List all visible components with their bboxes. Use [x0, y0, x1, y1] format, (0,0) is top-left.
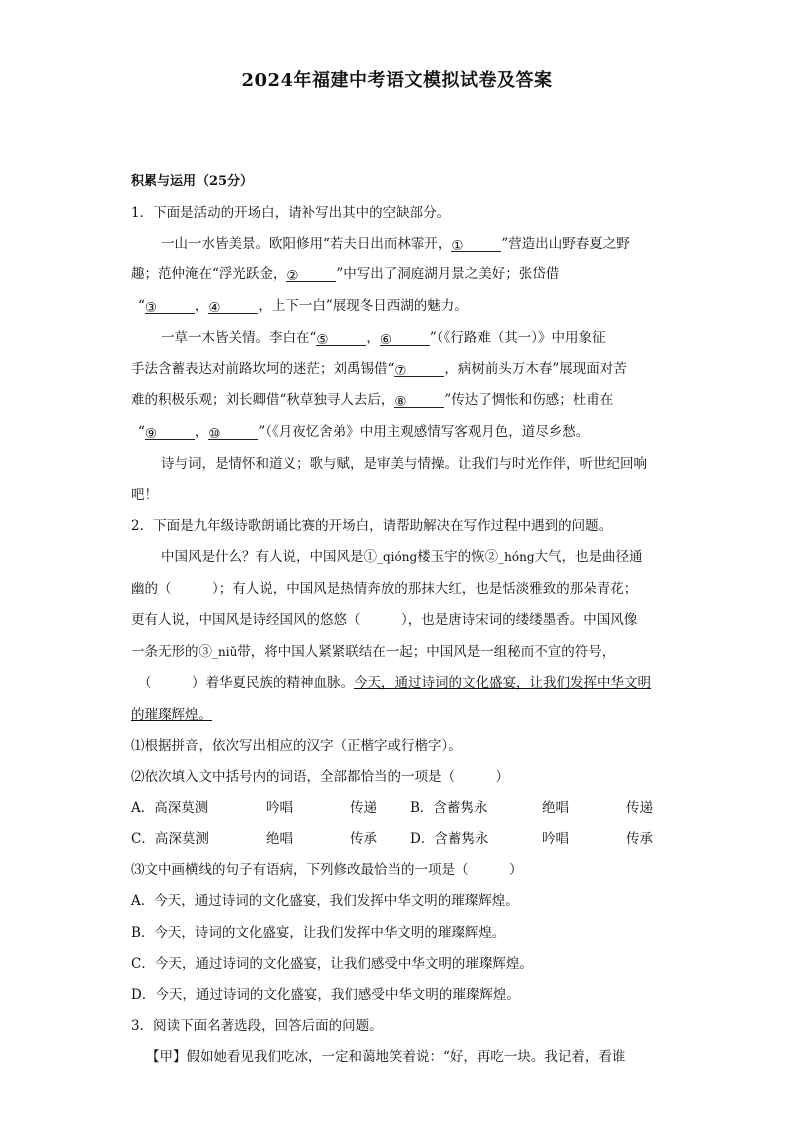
- q3-excerpt-line: 【甲】假如她看见我们吃冰，一定和蔼地笑着说：“好，再吃一块。我记着，看谁: [146, 1049, 626, 1065]
- q1-paragraph-line: 趣；范仲淹在“浮光跃金，② ”中写出了洞庭湖月景之美好；张岱借: [131, 266, 560, 284]
- q1-paragraph-line: “⑨ ，⑩ ”（《月夜忆舍弟》中用主观感情写客观月色，道尽乡愁。: [138, 424, 590, 442]
- option-d-word-2: 吟唱: [542, 831, 569, 847]
- q1-paragraph-line: 诗与词，是情怀和道义；歌与赋，是审美与情操。让我们与时光作伴，听世纪回响: [161, 456, 647, 472]
- q1-paragraph-line: 一山一水皆美景。欧阳修用“若夫日出而林霏开，① ”营造出山野春夏之野: [161, 236, 630, 254]
- q2-paragraph-line: 幽的（ ）；有人说，中国风是热情奔放的那抹大红，也是恬淡雅致的那朵青花；: [131, 581, 638, 597]
- q1-paragraph-line: 难的积极乐观；刘长卿借“秋草独寻人去后，⑧ ”传达了惆怅和伤感；杜甫在: [131, 392, 614, 410]
- answer-blank[interactable]: ⑧: [394, 393, 444, 408]
- answer-blank[interactable]: ①: [451, 237, 501, 252]
- q1-paragraph-line: 一草一木皆关情。李白在“⑤ ，⑥ ”（《行路难（其一）》中用象征: [161, 330, 606, 348]
- q2-paragraph-line: 中国风是什么？有人说，中国风是①_qióng楼玉宇的恢②_hóng大气，也是曲径通: [161, 549, 643, 565]
- option-b-word-2: 绝唱: [542, 800, 569, 816]
- sub-question-3: ⑶文中画横线的句子有语病，下列修改最恰当的一项是（ ）: [131, 862, 523, 878]
- option-a-word-2: 吟唱: [266, 800, 293, 816]
- answer-blank[interactable]: ⑥: [380, 331, 430, 346]
- answer-blank[interactable]: ⑩: [208, 425, 258, 440]
- option-d[interactable]: D．含蓄隽永: [410, 831, 489, 847]
- choice-a[interactable]: A．今天，通过诗词的文化盛宴，我们发挥中华文明的璀璨辉煌。: [131, 893, 519, 909]
- option-c-word-2: 绝唱: [266, 831, 293, 847]
- q1-paragraph-line: 手法含蓄表达对前路坎坷的迷茫；刘禹锡借“⑦ ，病树前头万木春”展现面对苦: [131, 361, 627, 379]
- answer-blank[interactable]: ⑦: [394, 362, 444, 377]
- sub-question-2: ⑵依次填入文中括号内的词语，全部都恰当的一项是（ ）: [131, 769, 509, 785]
- choice-b[interactable]: B．今天，诗词的文化盛宴，让我们发挥中华文明的璀璨辉煌。: [131, 925, 506, 941]
- q2-paragraph-line: （ ）着华夏民族的精神血脉。今天，通过诗词的文化盛宴，让我们发挥中华文明: [138, 675, 651, 691]
- option-a-word-3: 传递: [350, 800, 377, 816]
- question-3-heading: 3．阅读下面名著选段，回答后面的问题。: [131, 1018, 383, 1034]
- sub-question-1: ⑴根据拼音，依次写出相应的汉字（正楷字或行楷字）。: [131, 738, 462, 754]
- option-a[interactable]: A．高深莫测: [131, 800, 209, 816]
- q2-paragraph-line: 更有人说，中国风是诗经国风的悠悠（ ），也是唐诗宋词的缕缕墨香。中国风像: [131, 612, 638, 628]
- answer-blank[interactable]: ⑤: [316, 331, 366, 346]
- question-2-heading: 2．下面是九年级诗歌朗诵比赛的开场白，请帮助解决在写作过程中遇到的问题。: [131, 518, 613, 534]
- option-b[interactable]: B．含蓄隽永: [410, 800, 488, 816]
- section-heading: 积累与运用（25分）: [131, 174, 254, 189]
- q1-paragraph-line: “③ ，④ ，上下一白”展现冬日西湖的魅力。: [138, 298, 468, 316]
- underlined-sentence: 的璀璨辉煌。: [131, 707, 212, 723]
- choice-d[interactable]: D．今天，通过诗词的文化盛宴，我们感受中华文明的璀璨辉煌。: [131, 987, 520, 1003]
- underlined-sentence: 今天，通过诗词的文化盛宴，让我们发挥中华文明: [354, 675, 651, 691]
- option-d-word-3: 传承: [626, 831, 653, 847]
- q1-paragraph-line: 吧！: [131, 487, 158, 503]
- answer-blank[interactable]: ②: [286, 267, 336, 282]
- document-title: 2024年福建中考语文模拟试卷及答案: [241, 70, 553, 91]
- q2-paragraph-line: 一条无形的③_niǔ带，将中国人紧紧联结在一起；中国风是一组秘而不宣的符号，: [131, 644, 616, 660]
- answer-blank[interactable]: ④: [208, 299, 258, 314]
- answer-blank[interactable]: ⑨: [145, 425, 195, 440]
- option-c-word-3: 传承: [350, 831, 377, 847]
- option-b-word-3: 传递: [626, 800, 653, 816]
- option-c[interactable]: C．高深莫测: [131, 831, 209, 847]
- question-1-heading: 1．下面是活动的开场白，请补写出其中的空缺部分。: [131, 205, 451, 221]
- answer-blank[interactable]: ③: [145, 299, 195, 314]
- choice-c[interactable]: C．今天，通过诗词的文化盛宴，让我们感受中华文明的璀璨辉煌。: [131, 956, 533, 972]
